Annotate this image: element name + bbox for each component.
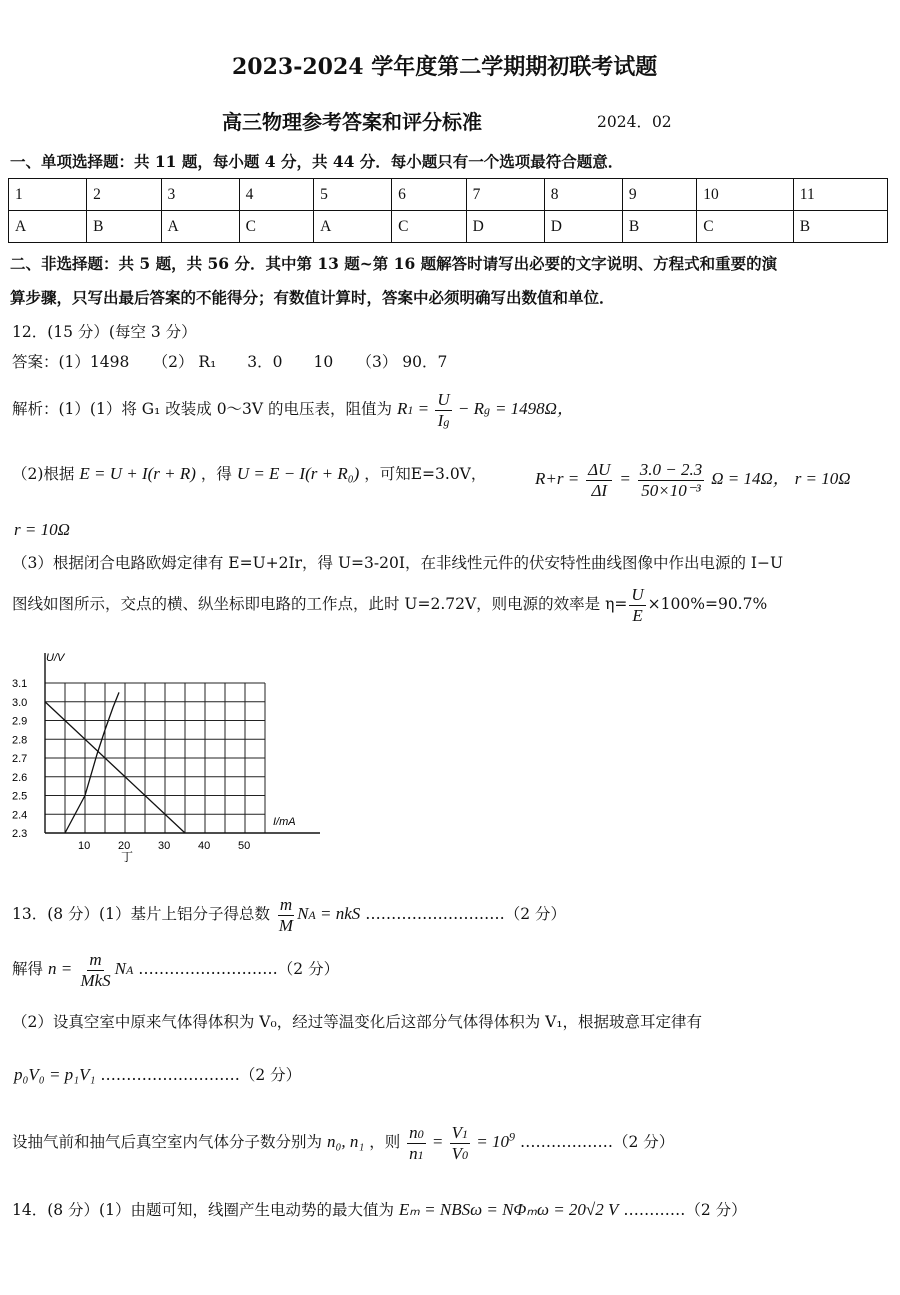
- q13-l5-mid: ，则: [369, 1132, 401, 1151]
- x-axis-label: I/mA: [273, 816, 296, 828]
- frac-den: 50×10⁻³: [641, 480, 701, 500]
- chart-caption: 丁: [121, 850, 134, 864]
- frac-e: E: [632, 605, 643, 625]
- question-number-cell: 6: [392, 179, 466, 211]
- answer-cell: C: [392, 211, 466, 243]
- answer-cell: B: [793, 211, 887, 243]
- date-label: 2024．02: [597, 113, 672, 131]
- y-tick-label: 2.6: [12, 771, 28, 784]
- question-number-cell: 1: [9, 179, 87, 211]
- y-tick-label: 3.1: [12, 678, 28, 690]
- q12-analysis-3b: [12, 585, 767, 625]
- formula-n0n1: n₀, n₁: [326, 1131, 365, 1151]
- q12-a2-post: ，可知E=3.0V，: [364, 465, 487, 483]
- frac-du: ΔU: [588, 460, 611, 479]
- frac-num: 3.0 − 2.3: [639, 460, 703, 479]
- formula-ratio: $\frac{n0}{n1}$ = $\frac{V1}{V0}$ = $10^9$: [409, 1123, 516, 1163]
- formula-r10: r = 10Ω: [14, 520, 70, 539]
- q12-title: 12．(15 分）(每空 3 分）: [12, 323, 197, 341]
- q12-analysis-1: [12, 390, 574, 430]
- formula-14: Ω = 14Ω，: [711, 469, 790, 489]
- q12-a2-text: （2)根据: [12, 465, 75, 483]
- answer-cell: A: [9, 211, 87, 243]
- answer-cell: D: [466, 211, 544, 243]
- x-tick-label: 50: [238, 840, 251, 852]
- q12-a2-mid: ，得: [200, 465, 232, 483]
- formula-total: $\frac{m}{M}$ NA = nkS: [278, 895, 361, 935]
- table-row: [9, 179, 888, 211]
- answer-cell: A: [161, 211, 239, 243]
- q13-l2-text: 解得: [12, 959, 44, 978]
- q13-line1: [12, 895, 566, 935]
- page-subtitle: 高三物理参考答案和评分标准: [222, 110, 482, 134]
- formula-r10-inline: r = 10Ω: [794, 469, 851, 489]
- y-tick-label: 2.7: [12, 753, 28, 765]
- q14-l1-text: 14．(8 分）(1）由题可知，线圈产生电动势的最大值为: [12, 1201, 394, 1219]
- formula-n: n = $\frac{m}{\text{MkS}}$ NA: [47, 950, 134, 990]
- section2-heading-line2: 算步骤，只写出最后答案的不能得分；有数值计算时，答案中必须明确写出数值和单位．: [10, 288, 615, 307]
- q12-analysis-2: [12, 462, 486, 484]
- question-number-cell: 9: [622, 179, 696, 211]
- page-title: 2023-2024 学年度第二学期期初联考试题: [232, 54, 658, 80]
- answer-cell: B: [622, 211, 696, 243]
- answer-cell: C: [239, 211, 313, 243]
- answer-cell: C: [697, 211, 794, 243]
- q12-analysis-2b: R+r = $\frac{\Delta U}{\Delta I}$ = $\frac{3.0 - 2.3}{\text{50×10⁻³}}$ Ω = 14Ω， r = 10Ω: [535, 460, 851, 500]
- answer-cell: A: [314, 211, 392, 243]
- y-tick-label: 2.8: [12, 734, 28, 747]
- q13-l5-score: ………………（2 分）: [519, 1132, 675, 1151]
- q12-a1-text: 解析：(1）(1）将 G₁ 改装成 0～3V 的电压表，阻值为: [12, 399, 393, 418]
- q13-l1-score: ………………………（2 分）: [365, 904, 567, 923]
- y-tick-label: 2.4: [12, 809, 28, 822]
- iu-chart: [10, 645, 320, 865]
- q12-answer: 答案：(1）1498 （2） R₁ 3．0 10 （3） 90．7: [12, 353, 448, 371]
- question-number-cell: 7: [466, 179, 544, 211]
- x-tick-label: 20: [118, 840, 131, 852]
- question-number-cell: 2: [87, 179, 161, 211]
- table-row: [9, 211, 888, 243]
- q14-l1-score: …………（2 分）: [623, 1201, 747, 1219]
- section1-heading: 一、单项选择题：共 11 题，每小题 4 分，共 44 分．每小题只有一个选项最符合题意．: [10, 152, 624, 171]
- frac-u: U: [631, 585, 644, 604]
- formula-rr: R+r =: [535, 469, 580, 489]
- q13-l5-text: 设抽气前和抽气后真空室内气体分子数分别为: [12, 1132, 323, 1151]
- formula-boyle: p₀V₀ = p₁V₁: [14, 1065, 96, 1084]
- x-tick-label: 40: [198, 840, 211, 852]
- q12-a3-post: ×100%=90.7%: [647, 595, 768, 614]
- q12-a3-text: 图线如图所示，交点的横、纵坐标即电路的工作点，此时 U=2.72V，则电源的效率是 η=: [12, 595, 628, 614]
- answer-cell: D: [544, 211, 622, 243]
- formula-em: Eₘ = NBSω = NΦₘω = 20√2 V: [398, 1200, 619, 1219]
- source-iu-line: [45, 702, 185, 833]
- q13-l4-score: ………………………（2 分）: [100, 1066, 302, 1084]
- q12-a1-result: = 1498Ω，: [494, 398, 574, 418]
- q13-l2-score: ………………………（2 分）: [138, 959, 340, 978]
- y-axis-label: U/V: [46, 652, 65, 664]
- q13-line2: [12, 950, 339, 990]
- formula: R1 = $\frac{U}{Ig}$ − Rg: [396, 390, 490, 430]
- question-number-cell: 11: [793, 179, 887, 211]
- section2-heading-line1: 二、非选择题：共 5 题，共 56 分．其中第 13 题~第 16 题解答时请写出必要的文字说明、方程式和重要的演: [10, 254, 778, 273]
- x-tick-label: 30: [158, 840, 171, 852]
- answer-table: [8, 178, 888, 243]
- y-tick-label: 2.9: [12, 715, 28, 728]
- q12-analysis-3a: （3）根据闭合电路欧姆定律有 E=U+2Ir，得 U=3-20I，在非线性元件的伏安特性曲线图像中作出电源的 I−U: [12, 554, 784, 572]
- x-tick-label: 10: [78, 840, 91, 852]
- question-number-cell: 5: [314, 179, 392, 211]
- question-number-cell: 4: [239, 179, 313, 211]
- q13-line5: [12, 1123, 674, 1163]
- answer-cell: B: [87, 211, 161, 243]
- y-tick-label: 2.5: [12, 790, 28, 803]
- question-number-cell: 3: [161, 179, 239, 211]
- formula-emf: E = U + I(r + R): [79, 464, 196, 483]
- q14-line1: [12, 1198, 747, 1220]
- q13-l1-text: 13．(8 分）(1）基片上铝分子得总数: [12, 904, 270, 923]
- y-tick-label: 2.3: [12, 828, 28, 840]
- question-number-cell: 10: [697, 179, 794, 211]
- q13-line4: [14, 1063, 301, 1085]
- q13-line3: （2）设真空室中原来气体得体积为 V₀，经过等温变化后这部分气体得体积为 V₁，根据玻意耳定律有: [12, 1013, 703, 1031]
- frac-di: ΔI: [591, 480, 608, 500]
- question-number-cell: 8: [544, 179, 622, 211]
- y-tick-label: 3.0: [12, 696, 28, 709]
- formula-u: U = E − I(r + R₀): [236, 464, 360, 483]
